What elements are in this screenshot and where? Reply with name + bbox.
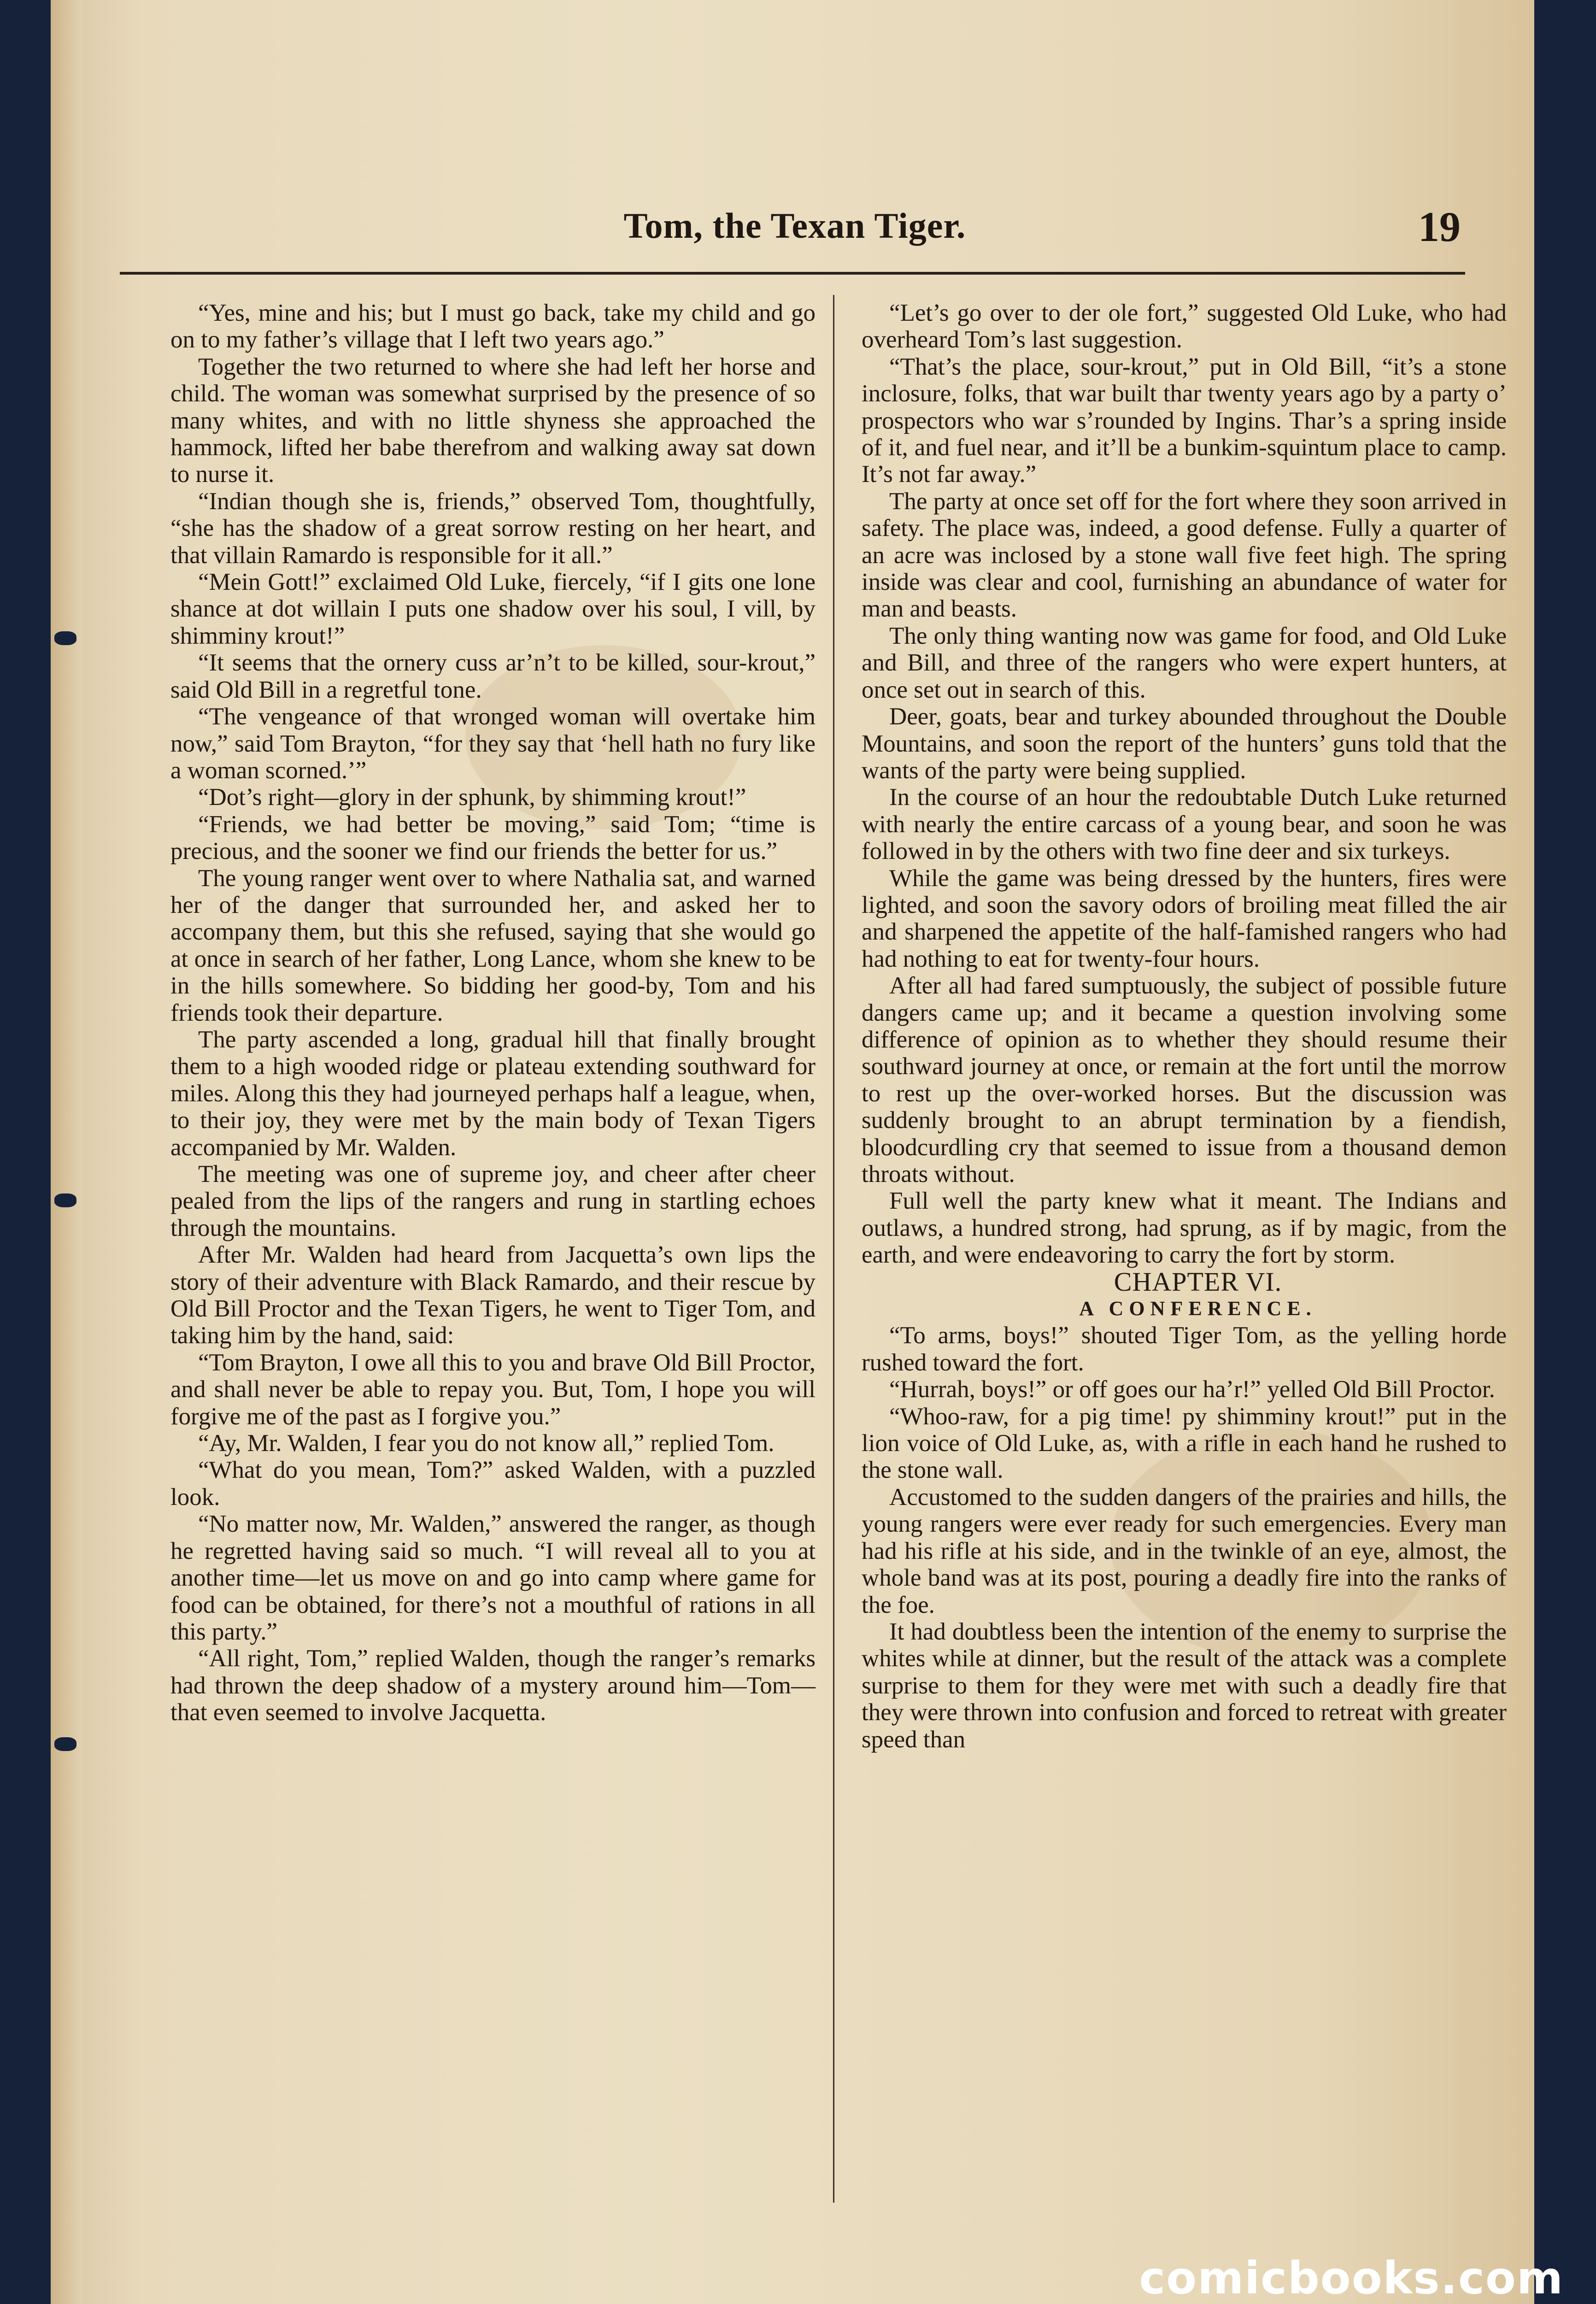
paragraph: Full well the party knew what it meant. The Indians and outlaws, a hundred strong, had sprung, as if by magic, from the earth, and were endeavoring to carry the fort by storm. (862, 1187, 1507, 1269)
right-column (862, 300, 1507, 1753)
right-column-before-chapter (862, 300, 1507, 1269)
paragraph: Together the two returned to where she had left her horse and child. The woman was somewhat surprised by the presence of so many whites, and with no little shyness she approached the hammock, lifted her babe therefrom and walking away sat down to nurse it. (170, 353, 816, 488)
paragraph: It had doubtless been the intention of the enemy to surprise the whites while at dinner, but the result of the attack was a complete surprise to them for they were met with such a deadly fire that they were thrown into confusion and forced to retreat with greater speed than (862, 1618, 1507, 1753)
paragraph: “Whoo-raw, for a pig time! py shimminy krout!” put in the lion voice of Old Luke, as, with a rifle in each hand he rushed to the stone wall. (862, 1403, 1507, 1484)
binding-hole (54, 1737, 76, 1751)
page-header (115, 205, 1474, 260)
paragraph: “Let’s go over to der ole fort,” suggested Old Luke, who had overheard Tom’s last suggestion. (862, 300, 1507, 353)
chapter-title: CHAPTER VI. (1114, 1266, 1282, 1297)
paragraph: The only thing wanting now was game for food, and Old Luke and Bill, and three of the rangers who were expert hunters, at once set out in search of this. (862, 622, 1507, 703)
running-title: Tom, the Texan Tiger. (623, 206, 966, 246)
paragraph: “Ay, Mr. Walden, I fear you do not know all,” replied Tom. (198, 1430, 775, 1457)
paragraph: “Tom Brayton, I owe all this to you and brave Old Bill Proctor, and shall never be able to repay you. But, Tom, I hope you will forgive me of the past as I forgive you.” (170, 1349, 816, 1430)
paragraph: “To arms, boys!” shouted Tiger Tom, as the yelling horde rushed toward the fort. (862, 1322, 1507, 1376)
paragraph: The meeting was one of supreme joy, and cheer after cheer pealed from the lips of the rangers and rung in startling echoes through the mountains. (170, 1161, 816, 1241)
paragraph: “It seems that the ornery cuss ar’n’t to be killed, sour-krout,” said Old Bill in a regretful tone. (170, 649, 816, 703)
paragraph: After all had fared sumptuously, the subject of possible future dangers came up; and it became a question involving some difference of opinion as to whether they should resume their southward journey at once, or remain at the fort until the morrow to rest up the over-worked horses. But the discussion was suddenly brought to an abrupt termination by a fiendish, bloodcurdling cry that seemed to issue from a thousand demon throats without. (862, 972, 1507, 1187)
paragraph: Accustomed to the sudden dangers of the prairies and hills, the young rangers were ever ready for such emergencies. Every man had his rifle at his side, and in the twinkle of an eye, almost, the whole band was at its post, pouring a deadly fire into the ranks of the foe. (862, 1483, 1507, 1618)
paragraph: Deer, goats, bear and turkey abounded throughout the Double Mountains, and soon the report of the hunters’ guns told that the wants of the party were being supplied. (862, 703, 1507, 784)
paragraph: In the course of an hour the redoubtable Dutch Luke returned with nearly the entire carcass of a young bear, and soon he was followed in by the others with two fine deer and six turkeys. (862, 784, 1507, 865)
paragraph: The party at once set off for the fort where they soon arrived in safety. The place was, indeed, a good defense. Fully a quarter of an acre was inclosed by a stone wall five feet high. The spring inside was clear and cool, furnishing an abundance of water for man and beasts. (862, 488, 1507, 623)
paragraph: “Dot’s right—glory in der sphunk, by shimming krout!” (198, 784, 746, 811)
paragraph: “All right, Tom,” replied Walden, though the ranger’s remarks had thrown the deep shadow of a mystery around him—Tom—that even seemed to involve Jacquetta. (170, 1645, 816, 1726)
paragraph: “That’s the place, sour-krout,” put in Old Bill, “it’s a stone inclosure, folks, that war built thar twenty years ago by a party o’ prospectors who war s’rounded by Ingins. Thar’s a spring inside of it, and fuel near, and it’ll be a bunkim-squintum place to camp. It’s not far away.” (862, 353, 1507, 488)
paragraph: “What do you mean, Tom?” asked Walden, with a puzzled look. (170, 1457, 816, 1511)
header-rule (120, 272, 1465, 275)
paragraph: “The vengeance of that wronged woman will overtake him now,” said Tom Brayton, “for they say that ‘hell hath no fury like a woman scorned.’” (170, 703, 816, 784)
paragraph: “Yes, mine and his; but I must go back, take my child and go on to my father’s village that I left two years ago.” (170, 300, 816, 353)
binding-hole (54, 1193, 76, 1207)
watermark: comicbooks.com (1139, 2252, 1564, 2304)
paragraph: “Indian though she is, friends,” observed Tom, thoughtfully, “she has the shadow of a great sorrow resting on her heart, and that villain Ramardo is responsible for it all.” (170, 488, 816, 569)
left-column (170, 300, 816, 1726)
paragraph: “Mein Gott!” exclaimed Old Luke, fiercely, “if I gits one lone shance at dot willain I puts one shadow over his soul, I vill, by shimminy krout!” (170, 569, 816, 649)
paragraph: “Hurrah, boys!” or off goes our ha’r!” yelled Old Bill Proctor. (889, 1376, 1495, 1403)
page-spine (51, 0, 83, 2304)
paragraph: The party ascended a long, gradual hill that finally brought them to a high wooded ridge or plateau extending southward for miles. Along this they had journeyed perhaps half a league, when, to their joy, they were met by the main body of Texan Tigers accompanied by Mr. Walden. (170, 1026, 816, 1161)
paragraph: “Friends, we had better be moving,” said Tom; “time is precious, and the sooner we find our friends the better for us.” (170, 811, 816, 865)
paragraph: “No matter now, Mr. Walden,” answered the ranger, as though he regretted having said so much. “I will reveal all to you at another time—let us move on and go into camp where game for food can be obtained, for there’s not a mouthful of rations in all this party.” (170, 1511, 816, 1645)
page-number: 19 (1418, 203, 1461, 250)
chapter-subtitle: A CONFERENCE. (1079, 1297, 1317, 1320)
right-column-after-chapter (862, 1322, 1507, 1753)
paragraph: While the game was being dressed by the hunters, fires were lighted, and soon the savory odors of broiling meat filled the air and sharpened the appetite of the half-famished rangers who had had nothing to eat for twenty-four hours. (862, 864, 1507, 972)
column-divider (833, 295, 834, 2203)
binding-hole (54, 631, 76, 645)
paragraph: After Mr. Walden had heard from Jacquetta’s own lips the story of their adventure with Black Ramardo, and their rescue by Old Bill Proctor and the Texan Tigers, he went to Tiger Tom, and taking him by the hand, said: (170, 1241, 816, 1349)
paragraph: The young ranger went over to where Nathalia sat, and warned her of the danger that surrounded her, and asked her to accompany them, but this she refused, saying that she would go at once in search of her father, Long Lance, whom she knew to be in the hills somewhere. So bidding her good-by, Tom and his friends took their departure. (170, 864, 816, 1026)
